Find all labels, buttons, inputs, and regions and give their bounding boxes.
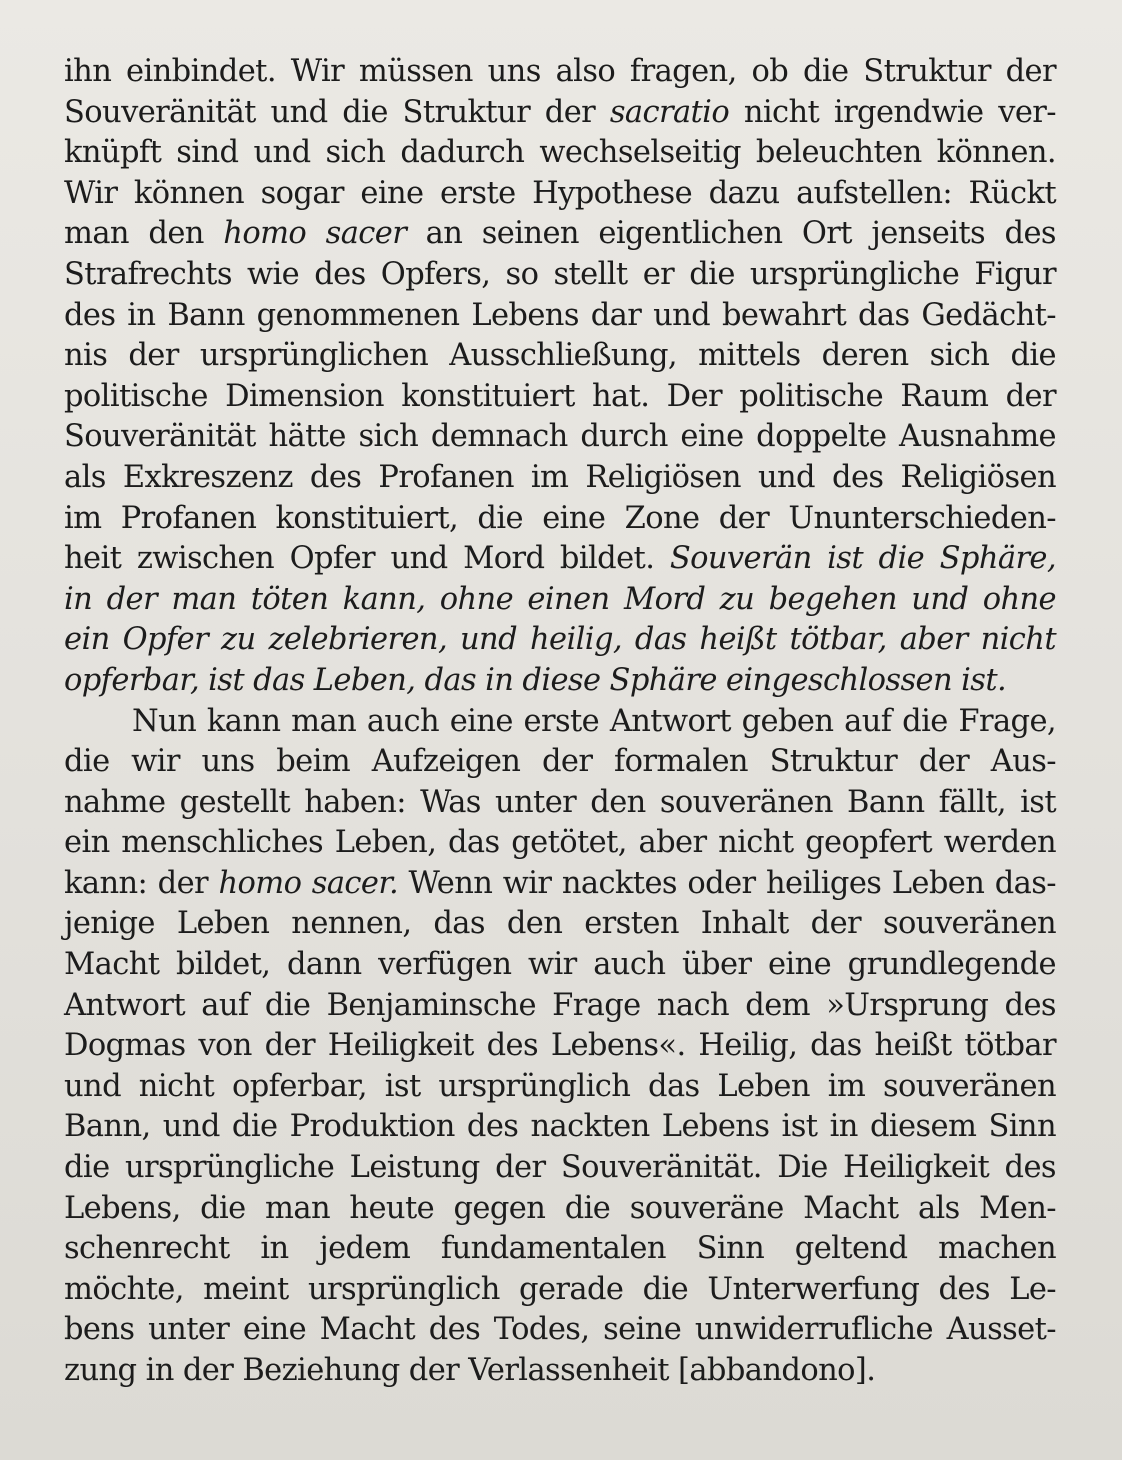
body-text: nahme gestellt haben: Was unter den souveränen Bann fällt, ist	[64, 784, 1056, 820]
body-text: knüpft sind und sich dadurch wechselseitig beleuchten können.	[64, 135, 1056, 171]
body-text: und nicht opferbar, ist ursprünglich das Leben im souveränen	[64, 1068, 1056, 1104]
text-line	[64, 93, 1056, 134]
text-line	[64, 1189, 1056, 1230]
text-line	[64, 904, 1056, 945]
text-line	[64, 133, 1056, 174]
text-line	[64, 214, 1056, 255]
text-line	[64, 458, 1056, 499]
italic-text: homo sacer.	[218, 865, 399, 901]
body-text: nis der ursprünglichen Ausschließung, mittels deren sich die	[64, 338, 1056, 374]
body-text: Dogmas von der Heiligkeit des Lebens«. Heilig, das heißt tötbar	[64, 1028, 1056, 1064]
body-text: schenrecht in jedem fundamentalen Sinn geltend machen	[64, 1231, 1056, 1267]
body-text: Macht bildet, dann verfügen wir auch über eine grundlegende	[64, 947, 1056, 983]
body-text: Bann, und die Produktion des nackten Lebens ist in diesem Sinn	[64, 1109, 1056, 1145]
text-line	[64, 1148, 1056, 1189]
text-line	[64, 986, 1056, 1027]
text-line	[64, 1310, 1056, 1351]
text-line	[64, 417, 1056, 458]
body-text: Nun kann man auch eine erste Antwort geben auf die Frage,	[132, 703, 1056, 739]
text-line	[64, 1107, 1056, 1148]
body-text: man den	[64, 216, 224, 252]
text-line	[64, 255, 1056, 296]
text-line	[64, 377, 1056, 418]
body-text: politische Dimension konstituiert hat. Der politische Raum der	[64, 378, 1056, 414]
text-line	[64, 864, 1056, 905]
text-line	[64, 823, 1056, 864]
text-line	[64, 580, 1056, 621]
text-line	[64, 174, 1056, 215]
body-text: möchte, meint ursprünglich gerade die Unterwerfung des Le-	[64, 1271, 1056, 1307]
body-text: Lebens, die man heute gegen die souveräne Macht als Men-	[64, 1190, 1056, 1226]
body-text: im Profanen konstituiert, die eine Zone der Ununterschieden-	[64, 500, 1056, 536]
text-line	[64, 539, 1056, 580]
italic-text: ein Opfer zu zelebrieren, und heilig, das heißt tötbar, aber nicht	[64, 622, 1056, 658]
body-text: die ursprüngliche Leistung der Souveränität. Die Heiligkeit des	[64, 1150, 1056, 1186]
text-line	[64, 296, 1056, 337]
italic-text: homo sacer	[223, 216, 407, 252]
body-text: Wir können sogar eine erste Hypothese dazu aufstellen: Rückt	[64, 175, 1056, 211]
italic-text: Souverän ist die Sphäre,	[669, 541, 1056, 577]
text-line	[64, 1026, 1056, 1067]
text-line	[64, 742, 1056, 783]
text-line	[64, 52, 1056, 93]
text-line	[64, 1351, 1056, 1392]
body-text: Souveränität und die Struktur der	[64, 94, 610, 130]
body-text: ein menschliches Leben, das getötet, aber nicht geopfert werden	[64, 825, 1056, 861]
body-text: Souveränität hätte sich demnach durch eine doppelte Ausnahme	[64, 419, 1056, 455]
body-text: zung in der Beziehung der Verlassenheit [abbandono].	[64, 1353, 876, 1388]
body-text: heit zwischen Opfer und Mord bildet.	[64, 541, 670, 577]
text-line	[64, 1229, 1056, 1270]
body-text: Wenn wir nacktes oder heiliges Leben das-	[398, 865, 1056, 901]
body-text: jenige Leben nennen, das den ersten Inhalt der souveränen	[64, 906, 1056, 942]
body-text: kann: der	[64, 865, 219, 901]
text-line	[64, 499, 1056, 540]
body-text: Strafrechts wie des Opfers, so stellt er die ursprüngliche Figur	[64, 256, 1056, 292]
text-line	[64, 661, 1056, 702]
body-text: bens unter eine Macht des Todes, seine unwiderrufliche Ausset-	[64, 1312, 1056, 1348]
text-line	[64, 945, 1056, 986]
text-line	[64, 783, 1056, 824]
text-line	[64, 336, 1056, 377]
body-text: die wir uns beim Aufzeigen der formalen Struktur der Aus-	[64, 744, 1056, 780]
body-text: Antwort auf die Benjaminsche Frage nach dem »Ursprung des	[64, 987, 1056, 1023]
body-text: als Exkreszenz des Profanen im Religiösen und des Religiösen	[64, 459, 1056, 495]
italic-text: sacratio	[609, 94, 730, 130]
text-line	[64, 620, 1056, 661]
italic-text: in der man töten kann, ohne einen Mord zu begehen und ohne	[64, 581, 1056, 617]
text-line	[64, 1270, 1056, 1311]
body-text: nicht irgendwie ver-	[729, 94, 1056, 130]
text-line	[64, 1067, 1056, 1108]
italic-text: opferbar, ist das Leben, das in diese Sphäre eingeschlossen ist.	[64, 662, 1007, 698]
body-text: an seinen eigentlichen Ort jenseits des	[406, 216, 1056, 252]
body-text: des in Bann genommenen Lebens dar und bewahrt das Gedächt-	[64, 297, 1056, 333]
text-line	[64, 702, 1056, 743]
body-text: ihn einbindet. Wir müssen uns also fragen, ob die Struktur der	[64, 54, 1056, 89]
